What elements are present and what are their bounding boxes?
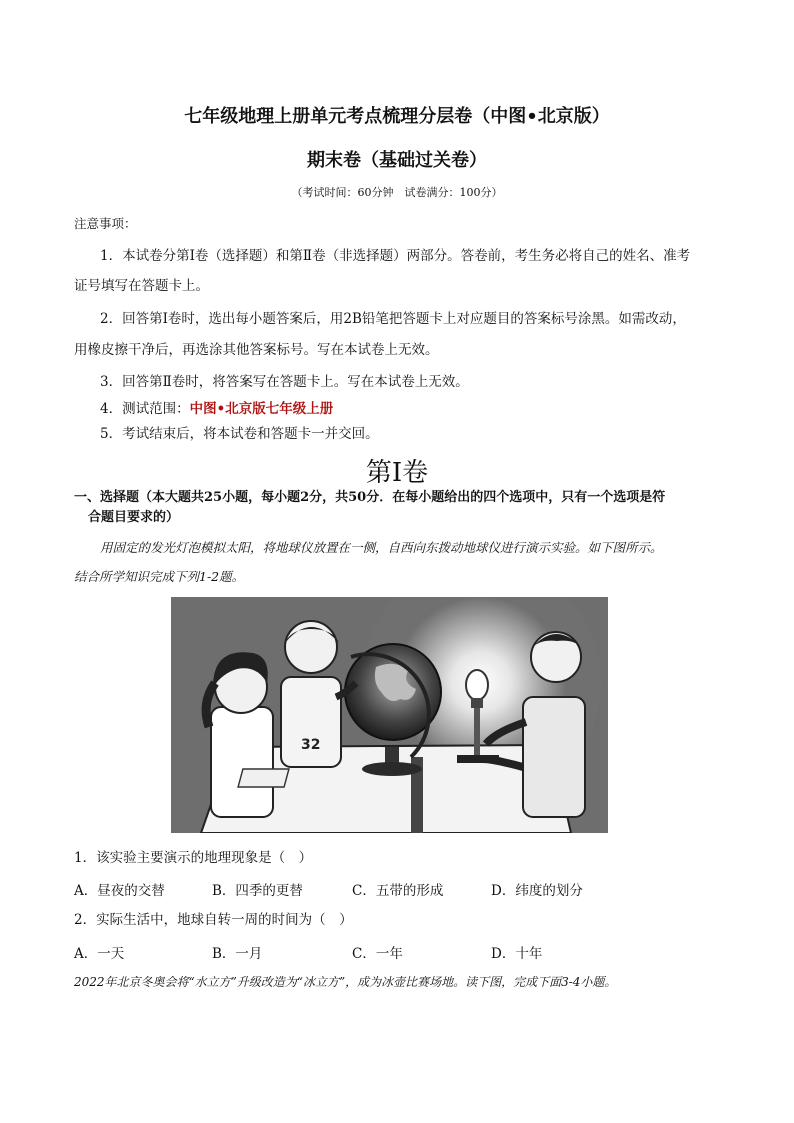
document-title: 七年级地理上册单元考点梳理分层卷（中图•北京版） [184, 106, 610, 127]
question-1-option-d: D．纬度的划分 [491, 883, 583, 899]
section-title: 第Ⅰ卷 [365, 458, 429, 488]
notice-item-4 [100, 399, 333, 419]
question-2-stem: 2．实际生活中，地球自转一周的时间为（ ） [74, 912, 353, 928]
document-subtitle: 期末卷（基础过关卷） [307, 150, 487, 171]
question-2-option-a: A．一天 [74, 946, 125, 962]
intro-line-2: 结合所学知识完成下列1-2题。 [74, 569, 245, 584]
notice-item-5: 5．考试结束后，将本试卷和答题卡一并交回。 [100, 426, 379, 442]
notice-heading: 注意事项： [74, 216, 137, 231]
notice-item-3: 3．回答第Ⅱ卷时，将答案写在答题卡上。写在本试卷上无效。 [100, 374, 469, 390]
question-1-option-a: A．昼夜的交替 [74, 883, 165, 899]
part-1-heading-line-2: 合题目要求的） [88, 510, 180, 525]
question-2-option-d: D．十年 [491, 946, 543, 962]
experiment-illustration [171, 597, 608, 833]
question-2-option-c: C．一年 [352, 946, 403, 962]
notice-item-4-scope: 中图•北京版七年级上册 [189, 401, 334, 417]
question-1-stem: 1．该实验主要演示的地理现象是（ ） [74, 850, 313, 866]
notice-item-2-line-2: 用橡皮擦干净后，再选涂其他答案标号。写在本试卷上无效。 [74, 342, 439, 358]
notice-item-1-line-2: 证号填写在答题卡上。 [74, 278, 209, 294]
next-passage-intro: 2022年北京冬奥会将“水立方”升级改造为“冰立方”，成为冰壶比赛场地。读下图，完成下面3-4小题。 [74, 975, 617, 989]
notice-item-1-line-1: 1．本试卷分第Ⅰ卷（选择题）和第Ⅱ卷（非选择题）两部分。答卷前，考生务必将自己的姓名、准考 [100, 248, 691, 264]
exam-info: （考试时间：60分钟 试卷满分：100分） [291, 186, 503, 199]
notice-item-4-prefix: 4．测试范围： [100, 401, 190, 417]
notebook [238, 769, 289, 787]
part-1-heading-line-1: 一、选择题（本大题共25小题，每小题2分，共50分．在每小题给出的四个选项中，只有一个选项是符 [74, 490, 666, 505]
question-2-option-b: B．一月 [212, 946, 263, 962]
notice-item-2-line-1: 2．回答第Ⅰ卷时，选出每小题答案后，用2B铅笔把答题卡上对应题目的答案标号涂黑。如需改动， [100, 311, 686, 327]
question-1-option-c: C．五带的形成 [352, 883, 444, 899]
intro-line-1: 用固定的发光灯泡模拟太阳，将地球仪放置在一侧，自西向东拨动地球仪进行演示实验。如下图所示。 [100, 540, 663, 555]
question-1-option-b: B．四季的更替 [212, 883, 303, 899]
shirt-number: 32 [301, 737, 321, 753]
